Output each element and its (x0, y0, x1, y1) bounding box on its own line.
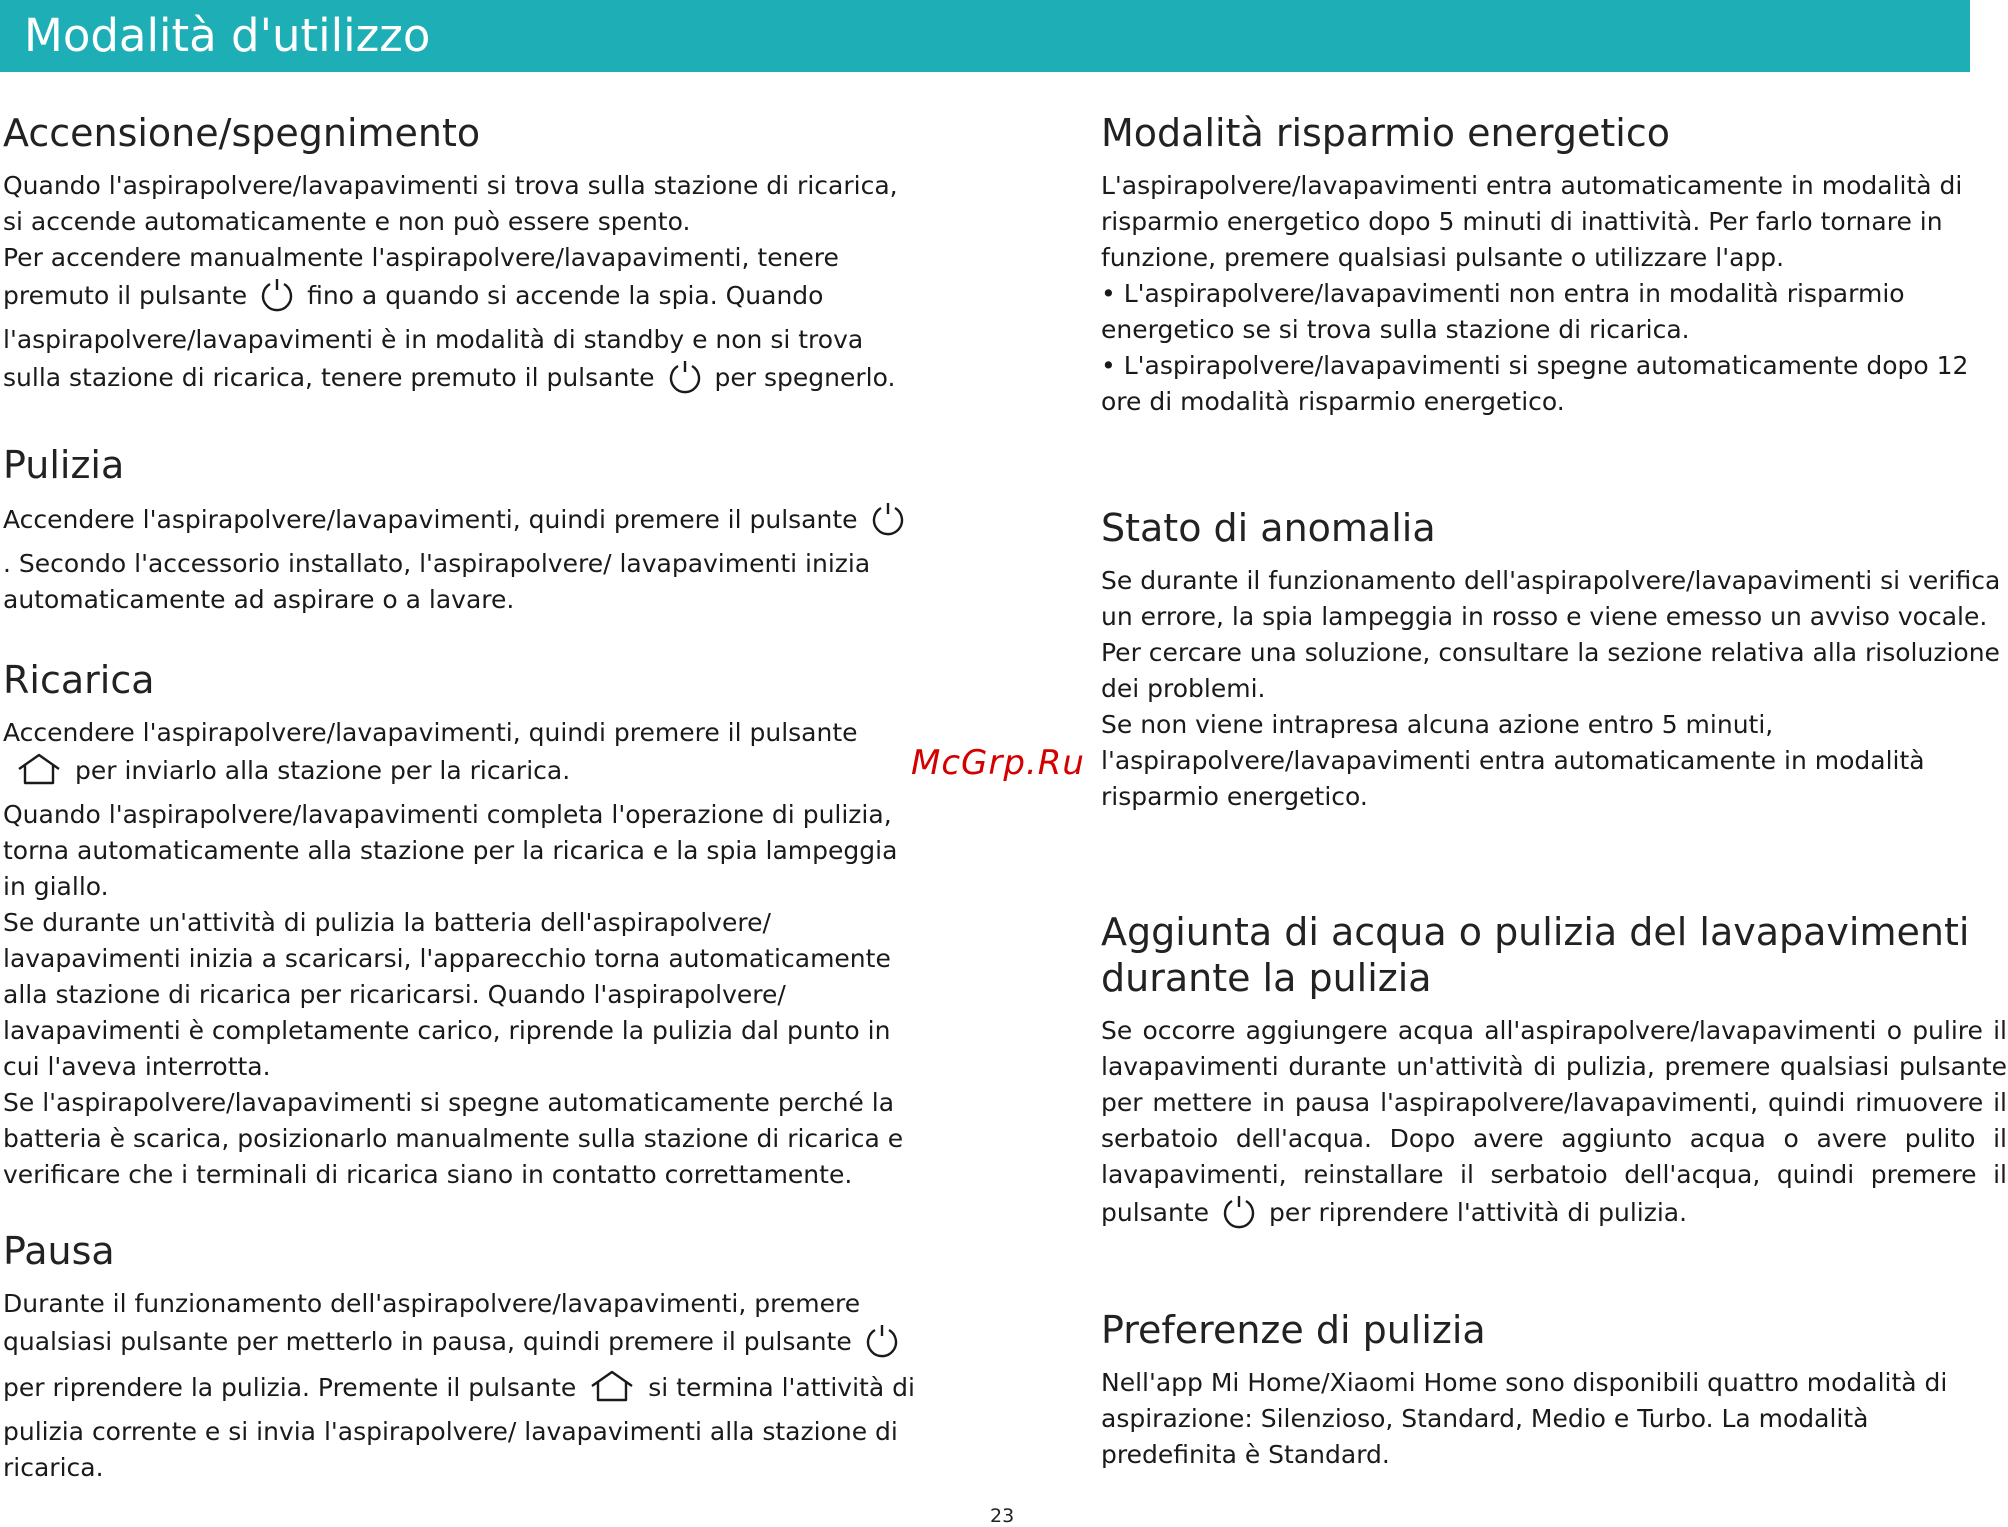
water-title-line-1: Aggiunta di acqua o pulizia del lavapavimenti (1101, 910, 1970, 954)
water-title-line-2: durante la pulizia (1101, 956, 1432, 1000)
section-body-cleaning (3, 500, 923, 618)
section-pause (3, 1228, 923, 1486)
power-icon (862, 1322, 902, 1368)
section-cleaning (3, 442, 923, 618)
charging-paragraph-1 (3, 715, 923, 797)
power-icon (868, 500, 908, 546)
anomaly-paragraph-2: Se non viene intrapresa alcuna azione entro 5 minuti, l'aspirapolvere/lavapavimenti entra automaticamente in modalità risparmio energetico. (1101, 710, 1925, 811)
section-water (1101, 909, 2007, 1239)
section-title-power: Accensione/spegnimento (3, 111, 481, 155)
charging-text-b: per inviarlo alla stazione per la ricarica. (75, 756, 571, 785)
section-anomaly (1101, 505, 2007, 815)
power-icon (1219, 1193, 1259, 1239)
charging-text-a: Accendere l'aspirapolvere/lavapavimenti, quindi premere il pulsante (3, 718, 858, 747)
home-icon (13, 751, 65, 797)
power-text-b: fino a quando si accende la spia. Quando l'aspirapolvere/lavapavimenti è in modalità di standby e non si trova sulla stazione di ricarica, tenere premuto il pulsante (3, 281, 864, 392)
charging-paragraph-3: Se durante un'attività di pulizia la batteria dell'aspirapolvere/ lavapavimenti inizia a scaricarsi, l'apparecchio torna automaticamente alla stazione di ricarica per ricaricarsi. Quando l'aspirapolvere/ lavapavimenti è completamente carico, riprende la pulizia dal punto in cui l'aveva interrotta. (3, 908, 891, 1081)
power-paragraph-1: Quando l'aspirapolvere/lavapavimenti si trova sulla stazione di ricarica, si accende automaticamente e non può essere spento. (3, 171, 898, 236)
home-icon (586, 1368, 638, 1414)
cleaning-text-b: . Secondo l'accessorio installato, l'aspirapolvere/ lavapavimenti inizia automaticamente ad aspirare o a lavare. (3, 549, 871, 614)
header-bar (0, 0, 1970, 72)
section-title-anomaly: Stato di anomalia (1101, 506, 1436, 550)
eco-bullet-2: • L'aspirapolvere/lavapavimenti si spegne automaticamente dopo 12 ore di modalità risparmio energetico. (1101, 351, 1969, 416)
pause-text-b: per riprendere la pulizia. Premente il pulsante (3, 1373, 577, 1402)
section-body-power (3, 168, 923, 404)
water-text-a: Se occorre aggiungere acqua all'aspirapolvere/lavapavimenti o pulire il lavapavimenti durante un'attività di pulizia, premere qualsiasi pulsante per mettere in pausa l'aspirapolvere/lavapavimenti, quindi rimuovere il serbatoio dell'acqua. Dopo avere aggiunto acqua o avere pulito il lavapavimenti, reinstallare il serbatoio dell'acqua, quindi premere il pulsante (1101, 1016, 2007, 1227)
eco-bullet-1: • L'aspirapolvere/lavapavimenti non entra in modalità risparmio energetico se si trova sulla stazione di ricarica. (1101, 279, 1905, 344)
cleaning-text-a: Accendere l'aspirapolvere/lavapavimenti, quindi premere il pulsante (3, 505, 858, 534)
page-title: Modalità d'utilizzo (24, 9, 431, 62)
water-paragraph-1 (1101, 1013, 2007, 1239)
section-title-prefs: Preferenze di pulizia (1101, 1308, 1486, 1352)
power-paragraph-2 (3, 240, 923, 404)
section-body-charging (3, 715, 923, 1193)
page-number: 23 (990, 1505, 1015, 1527)
pause-text-a: Durante il funzionamento dell'aspirapolvere/lavapavimenti, premere qualsiasi pulsante per metterlo in pausa, quindi premere il pulsante (3, 1289, 861, 1356)
section-body-anomaly (1101, 563, 2007, 815)
prefs-paragraph-1: Nell'app Mi Home/Xiaomi Home sono disponibili quattro modalità di aspirazione: Silenzioso, Standard, Medio e Turbo. La modalità predefinita è Standard. (1101, 1368, 1948, 1469)
power-text-a: Per accendere manualmente l'aspirapolvere/lavapavimenti, tenere premuto il pulsante (3, 243, 839, 310)
watermark: McGrp.Ru (911, 743, 1085, 783)
section-title-pause: Pausa (3, 1229, 115, 1273)
charging-paragraph-2: Quando l'aspirapolvere/lavapavimenti completa l'operazione di pulizia, torna automaticamente alla stazione per la ricarica e la spia lampeggia in giallo. (3, 800, 898, 901)
charging-paragraph-4: Se l'aspirapolvere/lavapavimenti si spegne automaticamente perché la batteria è scarica, posizionarlo manualmente sulla stazione di ricarica e verificare che i terminali di ricarica siano in contatto correttamente. (3, 1088, 904, 1189)
power-icon (257, 276, 297, 322)
section-title-eco: Modalità risparmio energetico (1101, 111, 1670, 155)
power-icon (665, 358, 705, 404)
section-body-prefs (1101, 1365, 2007, 1473)
section-prefs (1101, 1307, 2007, 1473)
section-body-pause (3, 1286, 923, 1486)
section-body-eco (1101, 168, 2007, 420)
section-charging (3, 657, 923, 1193)
section-eco (1101, 110, 2007, 420)
section-body-water (1101, 1013, 2007, 1239)
pause-paragraph-1 (3, 1286, 923, 1486)
power-text-c: per spegnerlo. (714, 363, 896, 392)
section-title-cleaning: Pulizia (3, 443, 125, 487)
anomaly-paragraph-1: Se durante il funzionamento dell'aspirapolvere/lavapavimenti si verifica un errore, la spia lampeggia in rosso e viene emesso un avviso vocale. Per cercare una soluzione, consultare la sezione relativa alla risoluzione dei problemi. (1101, 566, 2001, 703)
eco-paragraph-1: L'aspirapolvere/lavapavimenti entra automaticamente in modalità di risparmio energetico dopo 5 minuti di inattività. Per farlo tornare in funzione, premere qualsiasi pulsante o utilizzare l'app. (1101, 171, 1963, 272)
cleaning-paragraph-1 (3, 500, 923, 618)
water-text-b: per riprendere l'attività di pulizia. (1269, 1198, 1688, 1227)
section-power (3, 110, 923, 404)
section-title-charging: Ricarica (3, 658, 155, 702)
pause-text-c: si termina l'attività di pulizia corrente e si invia l'aspirapolvere/ lavapavimenti alla stazione di ricarica. (3, 1373, 915, 1482)
section-title-water (1101, 909, 2007, 1001)
